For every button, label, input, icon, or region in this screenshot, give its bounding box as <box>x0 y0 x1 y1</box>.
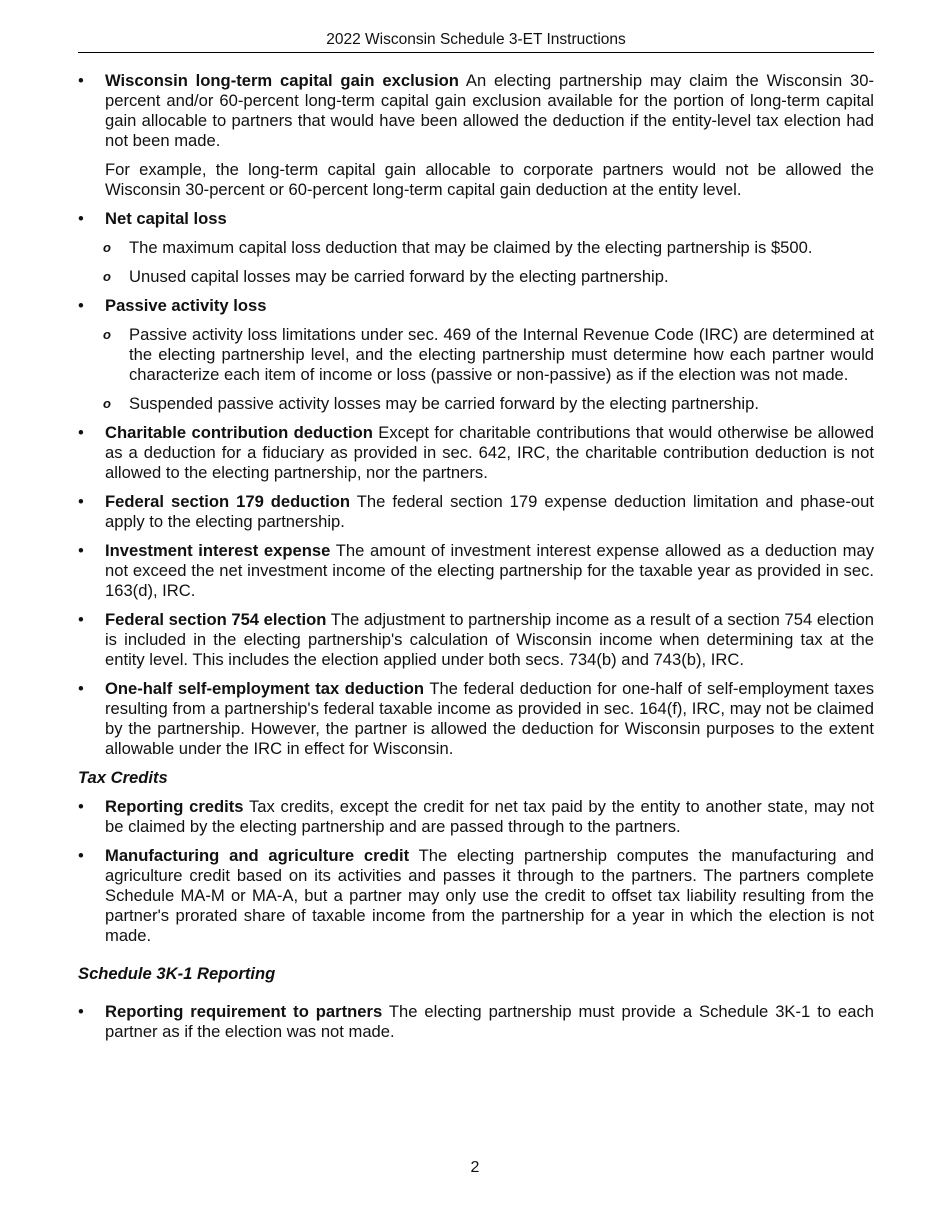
item-title: Manufacturing and agriculture credit <box>105 846 410 865</box>
item-title: Investment interest expense <box>105 541 331 560</box>
sub-item-text: The maximum capital loss deduction that may be claimed by the electing partnership is $500. <box>129 238 813 257</box>
sub-bullet-icon: o <box>103 327 111 342</box>
sub-bullet-icon: o <box>103 240 111 255</box>
list-item-charitable-contribution <box>78 423 874 483</box>
sub-list-item <box>78 394 874 414</box>
item-title: Net capital loss <box>105 209 227 228</box>
bullet-icon: • <box>78 541 84 560</box>
sub-list-item <box>78 238 874 258</box>
item-title: Charitable contribution deduction <box>105 423 373 442</box>
example-paragraph: For example, the long-term capital gain allocable to corporate partners would not be allowed the Wisconsin 30-percent or 60-percent long-term capital gain deduction at the entity level. <box>105 160 874 199</box>
item-text: The federal section 179 expense deduction limitation and phase-out apply to the electing partnership. <box>105 492 874 531</box>
item-text: The federal deduction for one-half of self-employment taxes resulting from a partnership's federal taxable income as provided in sec. 164(f), IRC, may not be claimed by the partnership. However, the partner is allowed the deduction for Wisconsin purposes to the extent allowable under the IRC in effect for Wisconsin. <box>105 679 874 758</box>
bullet-icon: • <box>78 209 84 228</box>
bullet-icon: • <box>78 423 84 442</box>
list-item-section-179 <box>78 492 874 532</box>
paragraph <box>105 71 874 151</box>
item-title: Federal section 179 deduction <box>105 492 351 511</box>
bullet-icon: • <box>78 296 84 315</box>
list-item-manufacturing-credit <box>78 846 874 946</box>
list-item-reporting-credits <box>78 797 874 837</box>
item-title: Wisconsin long-term capital gain exclusion <box>105 71 459 90</box>
item-text: The electing partnership computes the manufacturing and agriculture credit based on its activities and passes it through to the partners. The partners complete Schedule MA-M or MA-A, but a partner may only use the credit to offset tax liability resulting from the partner's prorated share of taxable income from the partnership for a year in which the election is not made. <box>105 846 874 945</box>
item-title: Reporting credits <box>105 797 244 816</box>
list-item-net-capital-loss <box>78 209 874 229</box>
list-item-investment-interest <box>78 541 874 601</box>
sub-bullet-icon: o <box>103 269 111 284</box>
item-text: The electing partnership must provide a Schedule 3K-1 to each partner as if the election was not made. <box>105 1002 874 1041</box>
item-text: Except for charitable contributions that would otherwise be allowed as a deduction for a fiduciary as provided in sec. 642, IRC, the charitable contribution deduction is not allowed to the electing partnership, nor the partners. <box>105 423 874 482</box>
sub-item-text: Passive activity loss limitations under sec. 469 of the Internal Revenue Code (IRC) are determined at the electing partnership level, and the electing partnership must determine how each partner would characterize each item of income or loss (passive or non-passive) as if the election was not made. <box>129 325 874 384</box>
bullet-icon: • <box>78 1002 84 1021</box>
item-title: One-half self-employment tax deduction <box>105 679 425 698</box>
item-text: An electing partnership may claim the Wisconsin 30-percent and/or 60-percent long-term capital gain exclusion available for the portion of long-term capital gain allocable to partners that would have been allowed the deduction if the entity-level tax election had not been made. <box>105 71 875 150</box>
list-item-reporting-requirement <box>78 1002 874 1042</box>
item-title: Federal section 754 election <box>105 610 327 629</box>
bullet-icon: • <box>78 679 84 698</box>
item-text: The amount of investment interest expense allowed as a deduction may not exceed the net investment income of the electing partnership for the taxable year as provided in sec. 163(d), IRC. <box>105 541 875 600</box>
sub-item-text: Unused capital losses may be carried forward by the electing partnership. <box>129 267 669 286</box>
section-heading-tax-credits: Tax Credits <box>78 768 168 787</box>
list-item-section-754 <box>78 610 874 670</box>
bullet-icon: • <box>78 797 84 816</box>
sub-bullet-icon: o <box>103 396 111 411</box>
sub-list-item <box>78 325 874 385</box>
item-title: Passive activity loss <box>105 296 267 315</box>
document-body <box>78 71 874 1051</box>
item-text: The adjustment to partnership income as a result of a section 754 election is included in the electing partnership's calculation of Wisconsin income when determining tax at the entity level. This includes the election applied under both secs. 734(b) and 743(b), IRC. <box>105 610 875 669</box>
list-item-self-employment-tax <box>78 679 874 759</box>
item-title: Reporting requirement to partners <box>105 1002 383 1021</box>
bullet-icon: • <box>78 610 84 629</box>
sub-item-text: Suspended passive activity losses may be carried forward by the electing partnership. <box>129 394 759 413</box>
sub-list-item <box>78 267 874 287</box>
section-heading-3k1-reporting: Schedule 3K-1 Reporting <box>78 964 276 983</box>
bullet-icon: • <box>78 492 84 511</box>
page-number: 2 <box>470 1159 480 1176</box>
item-text: Tax credits, except the credit for net tax paid by the entity to another state, may not be claimed by the electing partnership and are passed through to the partners. <box>105 797 874 836</box>
list-item-ltcg-exclusion <box>78 71 874 200</box>
page-header: 2022 Wisconsin Schedule 3-ET Instructions <box>78 30 874 53</box>
list-item-passive-activity-loss <box>78 296 874 316</box>
bullet-icon: • <box>78 846 84 865</box>
bullet-icon: • <box>78 71 84 90</box>
